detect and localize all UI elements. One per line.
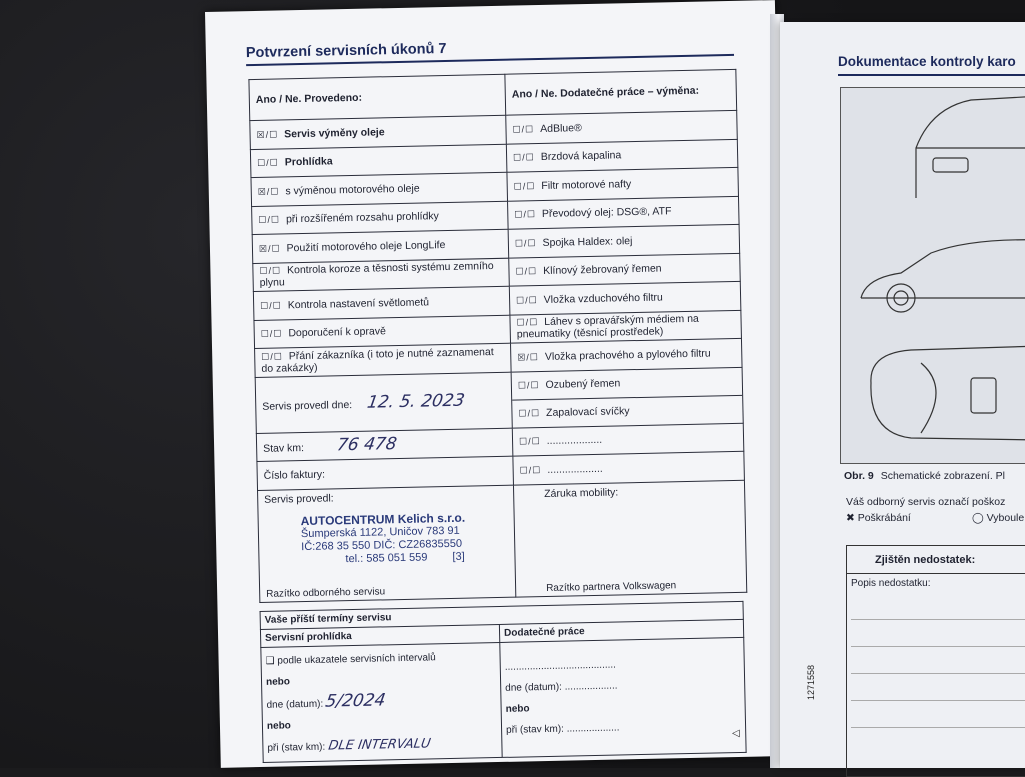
defect-box [846, 545, 1025, 777]
row-left-label: při rozšířeném rozsahu prohlídky [285, 210, 440, 226]
km-label-right: při (stav km): ................... [505, 722, 620, 736]
row-left-label: Kontrola nastavení světlometů [287, 296, 430, 312]
km-next-handwritten: DLE INTERVALU [326, 736, 432, 754]
next-title: Vaše příští termíny servisu [260, 601, 743, 629]
car-schematic-icon [841, 88, 1025, 463]
right-page-title: Dokumentace kontroly karo [838, 54, 1016, 69]
checkbox-icon: ☐/☐ [513, 180, 536, 192]
side-code: 1271558 [806, 664, 816, 700]
service-date-cell [255, 372, 512, 433]
checkbox-icon: ☐/☐ [514, 209, 537, 220]
checkbox-icon: ☐/☐ [512, 123, 535, 135]
checkbox-icon: ☐/☐ [258, 214, 281, 226]
row-left-label: Použití motorového oleje LongLife [286, 238, 446, 255]
date-handwritten: 5/2024 [324, 690, 388, 712]
checkbox-icon: ☐/☐ [515, 266, 538, 277]
row-left-label: Doporučení k opravě [288, 325, 386, 340]
car-diagram [840, 87, 1025, 464]
next-left-cell [261, 642, 502, 762]
next-col-left: Servisní prohlídka [260, 624, 499, 647]
defect-label: Popis nedostatku: [851, 578, 931, 589]
checkbox-icon: ☐/☐ [260, 300, 282, 311]
legend-dent: ◯ Vyboule [972, 512, 1025, 524]
row-right-label: Brzdová kapalina [540, 149, 622, 164]
row-right-label: Převodový olej: DSG®, ATF [541, 205, 672, 221]
km-label: Stav km: [263, 442, 305, 456]
mark-text: Váš odborný servis označí poškoz [846, 496, 1006, 508]
checkbox-icon: ☐/☐ [513, 152, 535, 163]
header-right: Ano / Ne. Dodatečné práce – výměna: [505, 69, 737, 115]
row-right-label: Vložka vzduchového filtru [543, 291, 663, 306]
row-left-label: s výměnou motorového oleje [285, 182, 420, 198]
next-right-cell [500, 637, 746, 757]
triangle-icon: ◁ [732, 728, 740, 739]
checkbox-icon: ☐/☐ [257, 157, 279, 169]
or-label: nebo [505, 703, 530, 715]
left-page [205, 0, 791, 768]
dots-line: ........................................ [504, 659, 617, 673]
extra-item: Zapalovací svíčky [545, 404, 630, 419]
row-left-label: Kontrola koroze a těsnosti systému zemního plynu [259, 260, 494, 290]
next-service-table [260, 601, 747, 763]
checkbox-icon: ☒/☐ [257, 186, 280, 197]
checkbox-icon: ☐/☐ [259, 265, 282, 277]
checkbox-icon: ☐/☐ [516, 294, 538, 306]
stamp-label-right: Razítko partnera Volkswagen [546, 579, 677, 594]
stamp-phone: tel.: 585 051 559 [345, 550, 428, 565]
checkbox-icon: ☐/☐ [260, 328, 283, 340]
mobility-cell [513, 480, 746, 597]
done-by-label: Servis provedl: [264, 491, 334, 506]
row-left-label: Servis výměny oleje [284, 126, 385, 141]
stamp-cell [258, 485, 516, 602]
invoice-label: Číslo faktury: [263, 468, 326, 482]
interval-option: ❑ podle ukazatele servisních intervalů [265, 652, 436, 667]
extra-item: ................... [546, 434, 603, 448]
checkbox-icon: ☐/☐ [261, 351, 283, 362]
figure-caption [844, 470, 1005, 482]
row-right-label: Spojka Haldex: olej [542, 234, 633, 249]
checkbox-icon: ☒/☐ [258, 243, 281, 254]
or-label: nebo [266, 720, 291, 732]
km-label-next: při (stav km): [267, 741, 326, 754]
km-handwritten: 76 478 [335, 434, 398, 456]
dealer-stamp [301, 510, 509, 566]
caption-text: Schematické zobrazení. Pl [880, 470, 1005, 482]
right-page [780, 22, 1025, 768]
row-left-label: Prohlídka [284, 155, 333, 169]
date-label: dne (datum): [266, 698, 324, 711]
extra-item: ................... [547, 462, 603, 476]
caption-num: Obr. 9 [844, 470, 874, 482]
checkbox-icon: ☒/☐ [517, 351, 540, 363]
stamp-label-left: Razítko odborného servisu [266, 585, 386, 600]
stamp-name: AUTOCENTRUM Kelich s.r.o. [300, 510, 466, 528]
extra-item: Ozubený řemen [545, 376, 621, 391]
page-title: Potvrzení servisních úkonů 7 [245, 40, 447, 62]
header-left: Ano / Ne. Provedeno: [249, 74, 506, 120]
row-right-label: Láhev s opravářským médiem na pneumatiky (těsnicí prostředek) [516, 312, 699, 341]
checkbox-icon: ☒/☐ [256, 129, 279, 140]
row-right-label: AdBlue® [540, 121, 582, 135]
defect-title: Zjištěn nedostatek: [847, 546, 1025, 574]
or-label: nebo [265, 676, 291, 688]
right-extra-cell: ☐/☐ Ozubený řemen ☐/☐ Zapalovací svíčky [511, 367, 743, 428]
date-label-right: dne (datum): ................... [505, 680, 618, 694]
service-date-label: Servis provedl dne: [262, 399, 353, 413]
row-right-label: Filtr motorové nafty [541, 177, 632, 192]
stamp-num: [3] [452, 550, 465, 563]
service-date-handwritten: 12. 5. 2023 [365, 390, 466, 413]
right-title-rule [838, 74, 1025, 76]
row-left-label: Přání zákazníka (i toto je nutné zaznamenat do zakázky) [261, 345, 494, 375]
stamp-address: Šumperská 1122, Uničov 783 91 [300, 524, 460, 540]
next-col-right: Dodatečné práce [499, 619, 743, 642]
checkbox-icon: ☐/☐ [514, 237, 537, 249]
legend-scratch: ✖ Poškrábání [846, 512, 911, 524]
stamp-ids: IČ:268 35 550 DIČ: CZ26835550 [301, 537, 463, 553]
row-right-label: Klínový žebrovaný řemen [543, 262, 662, 278]
checkbox-icon: ☐/☐ [516, 317, 539, 328]
row-right-label: Vložka prachového a pylového filtru [544, 347, 711, 363]
service-table: Ano / Ne. Provedeno: Ano / Ne. Dodatečné práce – výměna: ☒/☐ Servis výměny oleje ☐/☐ AdBlue® ☐/☐ Prohlídka ☐/☐ Brzdová kapalina ☒/☐ s výměnou motorového oleje ☐/☐ Filtr motorové nafty ☐/☐ při rozšířeném rozsahu prohlídky ☐/☐ Převodový olej: DSG®, ATF ☒/☐ Použití motorového oleje LongLife ☐/☐ Spojka Haldex: olej ☐/☐ Kontrola koroze a těsnosti systému zemního plynu ☐/☐ Klínový žebrovaný řemen ☐/☐ Kontrola nastavení světlometů ☐/☐ Vložka vzduchového filtru ☐/☐ Doporučení k opravě ☐/☐ Láhev s opravářským médiem na pneumatiky (těsnicí prostředek) ☐/☐ Přání zákazníka (i toto je nutné zaznamenat do zakázky) ☒/☐ Vložka prachového a pylového filtru Servis provedl dne: 12. 5. 2023 ☐/☐ Ozubený řemen ☐/☐ Zapalovací svíčky Stav km: 76 478 ☐/☐ ................... Číslo faktury: ☐/☐ ................... Servis provedl: AUTOCENTRUM Kelich s.r.o. Šumperská 1122, Uničov 783 91 IČ:268 35 550 DIČ: CZ26835550 tel.: 585 051 559 [3] Razítko odborného servisu Záruka mobility: Razítko partnera Volkswagen [248, 69, 747, 603]
mobility-label: Záruka mobility: [544, 485, 619, 500]
